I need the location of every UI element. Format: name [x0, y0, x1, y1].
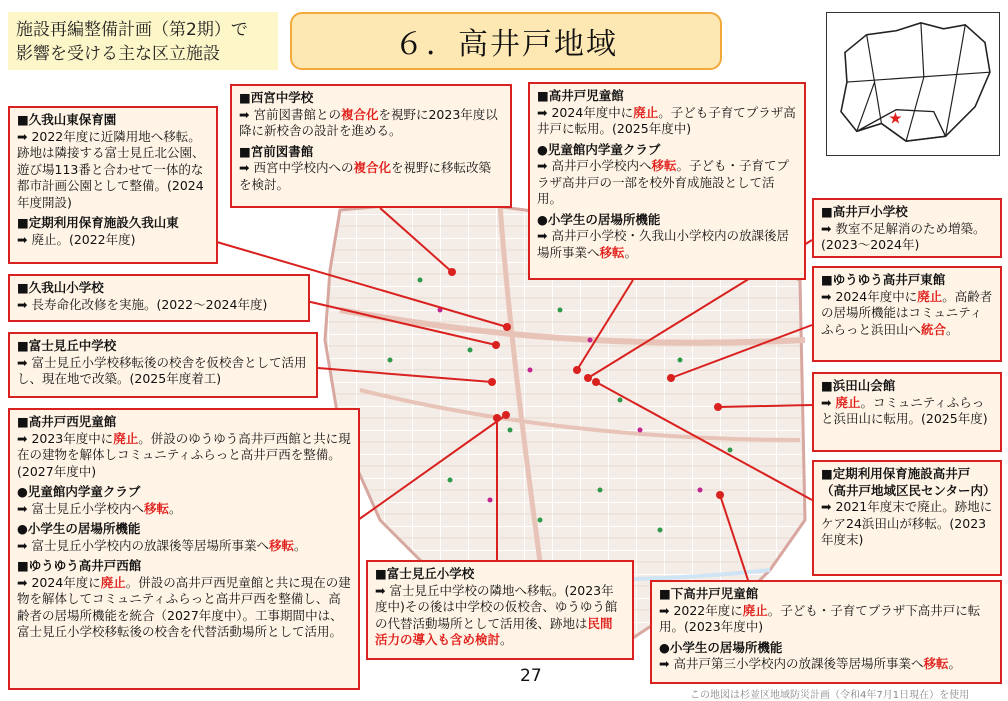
facility-plan: ➡ 2022年度に廃止。子ども・子育てプラザ下高井戸に転用。(2023年度中)	[659, 602, 981, 634]
facility-plan: ➡ 廃止。(2022年度)	[17, 231, 136, 247]
callout-kugayama-higashi-hoikuen	[8, 106, 218, 264]
callout-fujimigaoka-jhs	[8, 332, 318, 398]
facility-name: ■富士見丘小学校	[375, 566, 475, 581]
callout-hamadayama-kaikan	[812, 372, 1002, 452]
subtitle-line-1: 施設再編整備計画（第2期）で	[16, 20, 248, 40]
callout-fujimigaoka-es	[366, 560, 634, 660]
facility-name: ■宮前図書館	[239, 143, 314, 159]
callout-yuyu-takaido-higashi	[812, 266, 1002, 362]
facility-name: ■高井戸児童館	[537, 88, 624, 103]
locator-star-icon: ★	[888, 108, 903, 128]
facility-name: ■富士見丘中学校	[17, 338, 117, 353]
page-number: 27	[520, 666, 542, 686]
facility-plan: ➡ 富士見丘小学校内へ移転。	[17, 500, 182, 516]
facility-plan: ➡ 長寿命化改修を実施。(2022～2024年度)	[17, 296, 268, 312]
facility-plan: ➡ 2021年度末で廃止。跡地にケア24浜田山が移転。(2023年度末)	[821, 499, 993, 547]
facility-plan: ➡ 高井戸第三小学校内の放課後等居場所事業へ移転。	[659, 656, 961, 671]
facility-name: ■高井戸小学校	[821, 204, 908, 219]
facility-name: ■久我山東保育園	[17, 112, 117, 127]
facility-name: ●小学生の居場所機能	[659, 639, 783, 655]
facility-plan: ➡ 2024年度中に廃止。高齢者の居場所機能はコミュニティふらっと浜田山へ統合。	[821, 288, 993, 337]
facility-name: ■久我山小学校	[17, 280, 104, 295]
facility-name: ■高井戸西児童館	[17, 414, 117, 429]
callout-teiki-hoiku-takaido	[812, 460, 1002, 576]
map-source-note: この地図は杉並区地域防災計画（令和4年7月1日現在）を使用	[690, 690, 970, 701]
callout-shimotakaido-jidokan	[650, 580, 1002, 684]
callout-kugayama-es	[8, 274, 310, 322]
locator-map	[826, 12, 1000, 156]
subtitle-line-2: 影響を受ける主な区立施設	[16, 44, 220, 64]
facility-name: ■下高井戸児童館	[659, 586, 759, 601]
page-title: ６．高井戸地域	[290, 12, 722, 70]
callout-takaido-nishi-jidokan	[8, 408, 360, 690]
facility-name: ■定期利用保育施設久我山東	[17, 215, 179, 230]
callout-takaido-es	[812, 198, 1002, 258]
facility-name: ●児童館内学童クラブ	[537, 141, 661, 157]
facility-plan: ➡ 高井戸小学校・久我山小学校内の放課後居場所事業へ移転。	[537, 228, 789, 260]
facility-plan: ➡ 宮前図書館との複合化を視野に2023年度以降に新校舎の設計を進める。	[239, 106, 498, 138]
facility-name: ■浜田山会館	[821, 378, 896, 393]
facility-name: ●小学生の居場所機能	[17, 521, 141, 536]
facility-plan: ➡ 2024年度に廃止。併設の高井戸西児童館と共に現在の建物を解体してコミュニティふらっと高井戸西を整備し、高齢者の居場所機能を統合（2027年度中）。工事期間中は、富士見丘小学校移転後の校舎を代替活動場所として活用。	[17, 574, 351, 639]
facility-plan: ➡ 富士見丘小学校移転後の校舎を仮校舎として活用し、現在地で改築。(2025年度着工)	[17, 354, 307, 386]
callout-takaido-jidokan	[528, 82, 806, 280]
facility-plan: ➡ 2024年度中に廃止。子ども子育てプラザ高井戸に転用。(2025年度中)	[537, 104, 796, 136]
facility-name: ●小学生の居場所機能	[537, 211, 661, 227]
facility-name: ■ゆうゆう高井戸西館	[17, 558, 142, 573]
facility-plan: ➡ 2023年度中に廃止。併設のゆうゆう高井戸西館と共に現在の建物を解体しコミュニティふらっと高井戸西を整備。(2027年度中)	[17, 430, 351, 479]
callout-nishimiya-jhs	[230, 84, 512, 208]
facility-plan: ➡ 富士見丘中学校の隣地へ移転。(2023年度中)その後は中学校の仮校舎、ゆうゆう館の代替活動場所として活用後、跡地は民間活力の導入も含め検討。	[375, 582, 618, 647]
facility-name: ●児童館内学童クラブ	[17, 484, 141, 499]
facility-plan: ➡ 教室不足解消のため増築。(2023～2024年)	[821, 220, 986, 252]
facility-name: ■定期利用保育施設高井戸（高井戸地域区民センター内）	[821, 466, 996, 498]
facility-plan: ➡ 2022年度に近隣用地へ移転。跡地は隣接する富士見丘北公園、遊び場113番と合わせて一体的な都市計画公園として整備。(2024年度開設)	[17, 128, 205, 210]
facility-name: ■西宮中学校	[239, 90, 314, 105]
facility-plan: ➡ 廃止。コミュニティふらっと浜田山に転用。(2025年度)	[821, 394, 988, 426]
facility-name: ■ゆうゆう高井戸東館	[821, 272, 946, 287]
facility-plan: ➡ 富士見丘小学校内の放課後等居場所事業へ移転。	[17, 537, 307, 553]
facility-plan: ➡ 高井戸小学校内へ移転。子ども・子育てプラザ高井戸の一部を校外育成施設として活用。	[537, 158, 789, 206]
facility-plan: ➡ 西宮中学校内への複合化を視野に移転改築を検討。	[239, 160, 491, 192]
subtitle-box	[8, 12, 278, 70]
